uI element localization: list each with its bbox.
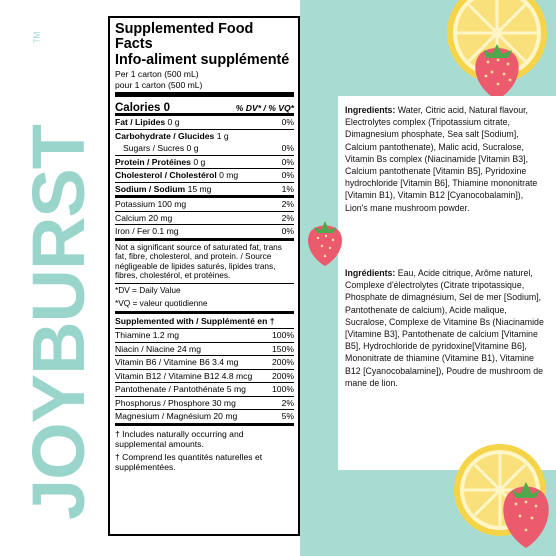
nutrient-amount: 0 g [165, 117, 180, 127]
nutrient-dv: 1% [281, 183, 294, 194]
supplement-dv: 100% [272, 330, 294, 341]
nutrient-amount: Potassium 100 mg [115, 199, 187, 209]
nutrient-label [115, 170, 238, 181]
nutrient-row [115, 156, 294, 169]
supplement-row [115, 397, 294, 410]
nutrient-label [115, 184, 211, 195]
nutrient-dv: 0% [281, 170, 294, 180]
nutrient-row [115, 169, 294, 182]
ingredients-fr-label: Ingrédients: [345, 268, 396, 278]
supplement-dv: 150% [272, 343, 294, 354]
supplement-row [115, 356, 294, 369]
supplement-row [115, 383, 294, 396]
supplement-dv: 5% [281, 411, 294, 422]
nutrient-label [115, 199, 186, 210]
not-significant-note: Not a significant source of saturated fat, trans fat, fibre, cholesterol, and protein. / Source négligeable de lipides saturés, lipides trans, fibres, cholestérol, et protéines. [115, 241, 282, 281]
serving-size-fr: pour 1 carton (500 mL) [115, 80, 203, 90]
nutrient-amount: Calcium 20 mg [115, 212, 173, 223]
nutrient-name: Protein / Protéines [115, 156, 191, 167]
supplement-dv: 200% [272, 357, 294, 368]
supplement-row [115, 410, 294, 423]
supplemented-header-text: Supplemented with / Supplémenté en † [115, 316, 275, 327]
supplement-label: Vitamin B12 / Vitamine B12 4.8 mcg [115, 370, 253, 381]
supplement-row [115, 370, 294, 383]
nutrient-list [115, 116, 294, 238]
facts-title-fr: Info-aliment supplémenté [115, 52, 290, 68]
nutrient-amount: 0 mg [216, 170, 239, 180]
calories-label: Calories 0 [115, 101, 170, 114]
ingredients-en-text: Water, Citric acid, Natural flavour, Electrolytes complex (Tripotassium citrate, Dimagnesium phosphate, Sea salt [Sodium], Calcium pantothenate), Malic acid, Sucralose, Vitamin Bs complex (Niacinamide [Vitamin B3], Calcium pantothenate [Vitamin B5], Pyridoxine hydrochloride [Vitamin B6], Thiamine mononitrate [Vitamin B1), Vitamin B12 [Cyanocobalamin]), Lion's mane mushroom powder. [345, 105, 538, 213]
nutrient-name: Cholesterol / Cholestérol [115, 170, 217, 180]
nutrient-row [115, 198, 294, 211]
nutrient-label [115, 117, 179, 128]
dv-note: *DV = Daily Value [115, 284, 181, 295]
nutrient-label [115, 226, 179, 237]
nutrient-row [115, 142, 294, 155]
facts-title-en: Supplemented Food Facts [115, 21, 254, 52]
nutrient-dv: 0% [281, 117, 294, 127]
nutrient-dv: 0% [281, 226, 294, 236]
ingredients-fr-text: Eau, Acide citrique, Arôme naturel, Complexe d'électrolytes (Citrate tripotassique, Phosphate de dimagnésium, Sel de mer [Sodium], Pantothenate de calcium), Acide malique, Sucralose, Complexe de Vitamine Bs (Niacinamide [Vitamine B3], Pantothenate de calcium [Vitamine B5], Hydrochloride de pyridoxine[Vitamine B6], Mononitrate de thiamine (Vitamine B1), Vitamine B12 [Cyanocobalamine]), Poudre de mushroom de mane de lion. [345, 268, 544, 388]
trademark-symbol: TM [32, 31, 42, 44]
supplement-label: Magnesium / Magnésium 20 mg [115, 411, 238, 422]
nutrient-label [115, 131, 229, 142]
nutrient-dv: 0% [281, 143, 294, 153]
nutrient-amount: Sugars / Sucres 0 g [123, 143, 199, 153]
nutrient-label [115, 213, 172, 224]
supplement-row [115, 329, 294, 342]
supplement-dv: 2% [281, 397, 294, 408]
nutrient-dv: 0% [281, 156, 294, 167]
supplement-label: Niacin / Niacine 24 mg [115, 343, 201, 354]
nutrient-row [115, 212, 294, 225]
supplement-label: Thiamine 1.2 mg [115, 330, 180, 341]
ingredients-fr [345, 267, 548, 389]
serving-size-en: Per 1 carton (500 mL) [115, 69, 199, 79]
nutrient-dv: 2% [281, 212, 294, 223]
supplemented-list [115, 329, 294, 423]
footnote-fr: † Comprend les quantités naturelles et supplémentées. [115, 451, 263, 472]
supplement-label: Phosphorus / Phosphore 30 mg [115, 397, 236, 408]
nutrient-name: Sodium / Sodium [115, 183, 186, 194]
nutrient-row [115, 183, 294, 196]
vq-note: *VQ = valeur quotidienne [115, 298, 208, 309]
nutrient-label [115, 157, 205, 168]
brand-logo: JOYBURST [17, 125, 100, 520]
nutrient-amount: 0 g [190, 156, 206, 167]
nutrient-label [123, 143, 198, 154]
supplement-dv: 200% [272, 370, 294, 381]
nutrient-name: Fat / Lipides [115, 117, 166, 127]
supplement-row [115, 343, 294, 356]
ingredients-en [345, 104, 548, 214]
supplement-dv: 100% [272, 384, 294, 395]
nutrition-facts-panel [108, 16, 300, 536]
nutrient-row [115, 116, 294, 129]
strawberry-bottom-icon [494, 474, 556, 552]
nutrient-name: Carbohydrate / Glucides [115, 130, 215, 141]
nutrient-row [115, 130, 294, 143]
supplement-label: Vitamin B6 / Vitamine B6 3.4 mg [115, 357, 239, 368]
nutrient-dv: 2% [281, 199, 294, 209]
calories-row [115, 97, 294, 113]
nutrient-amount: 15 mg [185, 183, 212, 194]
nutrient-amount: Iron / Fer 0.1 mg [115, 226, 179, 236]
dv-header: % DV* / % VQ* [235, 102, 294, 113]
strawberry-small-icon [298, 216, 352, 270]
nutrient-amount: 1 g [214, 130, 229, 141]
supplement-label: Pantothenate / Pantothénate 5 mg [115, 384, 246, 395]
ingredients-en-label: Ingredients: [345, 105, 396, 115]
supplemented-header [115, 314, 294, 328]
nutrient-row [115, 225, 294, 238]
footnote-en: † Includes naturally occurring and supplemental amounts. [115, 428, 244, 449]
